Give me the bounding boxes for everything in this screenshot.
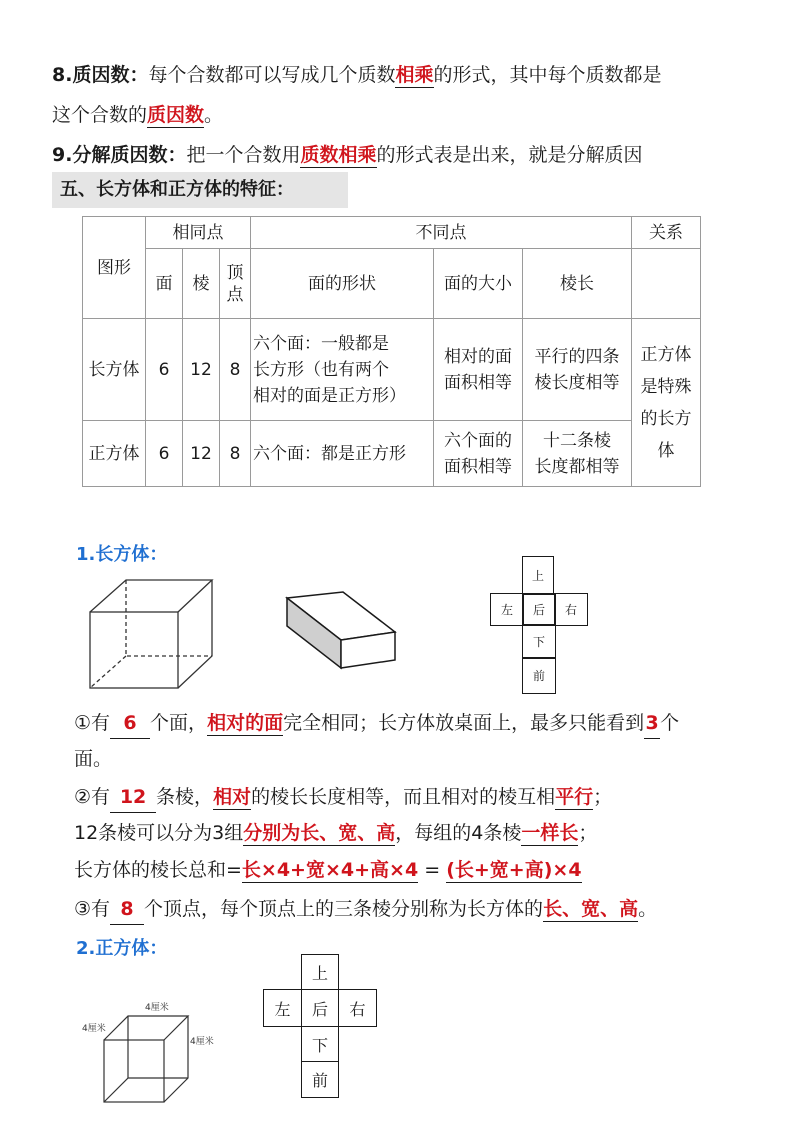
relation-2: 是特殊 — [640, 376, 692, 397]
row-size — [434, 319, 523, 421]
p3-red1: 分别为长、宽、高 — [243, 822, 396, 844]
cuboid-heading: 1.长方体： — [76, 544, 168, 565]
row-edge-len — [523, 319, 632, 421]
net-top: 上 — [522, 556, 554, 595]
item8-line2 — [52, 100, 223, 130]
net-front: 前 — [522, 657, 556, 694]
item9-text2: 的形式表是出来，就是分解质因 — [376, 144, 643, 166]
row-face: 6 — [146, 319, 183, 421]
net-bottom: 下 — [522, 624, 556, 659]
th-figure: 图形 — [83, 217, 146, 319]
cube-heading: 2.正方体： — [76, 938, 168, 959]
th-edge: 棱 — [183, 249, 220, 319]
p4-t1: 长方体的棱长总和= — [74, 859, 242, 881]
cube-dim-left: 4厘米 — [82, 1024, 106, 1034]
p1-t1: 个面， — [150, 712, 208, 734]
row-size-2: 面积相等 — [444, 372, 512, 393]
row-vertex: 8 — [220, 421, 251, 487]
row-shape: 六个面：都是正方形 — [251, 421, 434, 487]
cuboid-p3 — [74, 818, 597, 848]
item9-label: 9.分解质因数 — [52, 144, 168, 166]
p5-blank-vertices: 8 — [110, 894, 144, 925]
cube-net-bottom: 下 — [301, 1026, 339, 1062]
p2-red2: 平行 — [555, 786, 594, 808]
row-edge: 12 — [183, 319, 220, 421]
row-edge-len — [523, 421, 632, 487]
cube-net-left: 左 — [263, 989, 302, 1027]
p1-blank-visible: 3 — [644, 708, 660, 739]
cuboid-top-edges — [90, 580, 212, 612]
cuboid-solid-figure — [283, 590, 399, 672]
cube-back-edge-diag — [104, 1078, 128, 1102]
th-size: 面的大小 — [434, 249, 523, 319]
cuboid-wireframe-figure — [88, 578, 214, 690]
relation-4: 体 — [657, 440, 675, 461]
row-edge: 12 — [183, 421, 220, 487]
th-relation-empty — [632, 249, 701, 319]
row-name: 正方体 — [83, 421, 146, 487]
row-len-2: 棱长度相等 — [534, 372, 620, 393]
row-len-2: 长度都相等 — [534, 456, 620, 477]
row-face: 6 — [146, 421, 183, 487]
p1-red1: 相对的面 — [207, 712, 284, 734]
p2-t1: 条棱， — [156, 786, 214, 808]
p2-t2: 的棱长长度相等，而且相对的棱互相 — [251, 786, 556, 808]
cuboid-p4 — [74, 855, 582, 885]
row-shape-1: 六个面：一般都是 — [253, 333, 389, 354]
item8-text2: 的形式，其中每个质数都是 — [433, 64, 662, 86]
th-shape: 面的形状 — [251, 249, 434, 319]
cube-net-top: 上 — [301, 954, 339, 990]
p5-pre: ③有 — [74, 898, 111, 920]
cuboid-hidden-edge-diag — [90, 656, 126, 688]
cube-wireframe-figure — [100, 1012, 192, 1106]
relation-cell — [632, 319, 701, 487]
cube-dim-right: 4厘米 — [190, 1037, 214, 1047]
th-vertex-2: 点 — [226, 284, 244, 305]
item8-red2: 质因数 — [147, 104, 205, 126]
relation-3: 的长方 — [640, 408, 692, 429]
cube-net-right: 右 — [338, 989, 377, 1027]
cube-right-edges — [164, 1016, 188, 1102]
cube-net — [263, 954, 377, 1098]
row-size-1: 六个面的 — [444, 430, 512, 451]
relation-1: 正方体 — [640, 344, 692, 365]
item8-colon: ： — [129, 64, 149, 86]
p2-pre: ②有 — [74, 786, 111, 808]
cuboid-p2 — [74, 782, 612, 813]
item8-line1 — [52, 60, 662, 90]
cuboid-p5 — [74, 894, 657, 925]
p1-t2: 完全相同；长方体放桌面上，最多只能看到 — [283, 712, 645, 734]
th-relation: 关系 — [632, 217, 701, 249]
p3-red2: 一样长 — [521, 822, 579, 844]
th-face: 面 — [146, 249, 183, 319]
p3-t2: ，每组的4条棱 — [395, 822, 522, 844]
item8-text1: 每个合数都可以写成几个质数 — [148, 64, 396, 86]
p1-t3: 个 — [660, 712, 680, 734]
th-same: 相同点 — [146, 217, 251, 249]
p5-red1: 长、宽、高 — [543, 898, 639, 920]
item9-line — [52, 140, 643, 170]
features-table — [82, 216, 701, 487]
table-row — [83, 319, 701, 421]
th-vertex — [220, 249, 251, 319]
p4-red1: 长×4+宽×4+高×4 — [241, 859, 419, 881]
cuboid-p1-cont: 面。 — [74, 748, 113, 770]
cuboid-net — [490, 556, 588, 694]
p3-t1: 12条棱可以分为3组 — [74, 822, 244, 844]
cube-dim-top: 4厘米 — [145, 1003, 169, 1013]
p2-red1: 相对 — [213, 786, 252, 808]
cube-net-back: 后 — [301, 989, 339, 1027]
p2-t3: ； — [593, 786, 613, 808]
net-left: 左 — [490, 593, 524, 626]
item9-colon: ： — [167, 144, 187, 166]
row-len-1: 平行的四条 — [534, 346, 620, 367]
p5-t1: 个顶点，每个顶点上的三条棱分别称为长方体的 — [144, 898, 544, 920]
net-back: 后 — [522, 593, 556, 626]
row-size-1: 相对的面 — [444, 346, 512, 367]
th-vertex-1: 顶 — [226, 262, 244, 283]
item8-label: 8.质因数 — [52, 64, 130, 86]
item8-line2-text1: 这个合数的 — [52, 104, 148, 126]
row-name: 长方体 — [83, 319, 146, 421]
table-row — [83, 421, 701, 487]
p1-blank-faces: 6 — [110, 708, 150, 739]
row-size — [434, 421, 523, 487]
p3-t3: ； — [578, 822, 598, 844]
item9-red1: 质数相乘 — [300, 144, 377, 166]
p1-pre: ①有 — [74, 712, 111, 734]
row-size-2: 面积相等 — [444, 456, 512, 477]
row-vertex: 8 — [220, 319, 251, 421]
p2-blank-edges: 12 — [110, 782, 156, 813]
item8-line2-text2: 。 — [204, 104, 224, 126]
row-shape-2: 长方形（也有两个 — [253, 359, 389, 380]
cube-net-front: 前 — [301, 1061, 339, 1098]
row-shape — [251, 319, 434, 421]
p5-t2: 。 — [638, 898, 658, 920]
item8-red1: 相乘 — [395, 64, 434, 86]
net-right: 右 — [554, 593, 588, 626]
cube-top-edges — [104, 1016, 188, 1040]
row-len-1: 十二条棱 — [543, 430, 611, 451]
p4-t2: = — [418, 859, 447, 881]
p4-red2: (长+宽+高)×4 — [446, 859, 582, 881]
item9-text1: 把一个合数用 — [186, 144, 301, 166]
th-diff: 不同点 — [251, 217, 632, 249]
th-edge-len: 棱长 — [523, 249, 632, 319]
cuboid-p1 — [74, 708, 679, 739]
row-shape-3: 相对的面是正方形） — [253, 385, 406, 406]
section5-title: 五、长方体和正方体的特征： — [52, 172, 348, 208]
